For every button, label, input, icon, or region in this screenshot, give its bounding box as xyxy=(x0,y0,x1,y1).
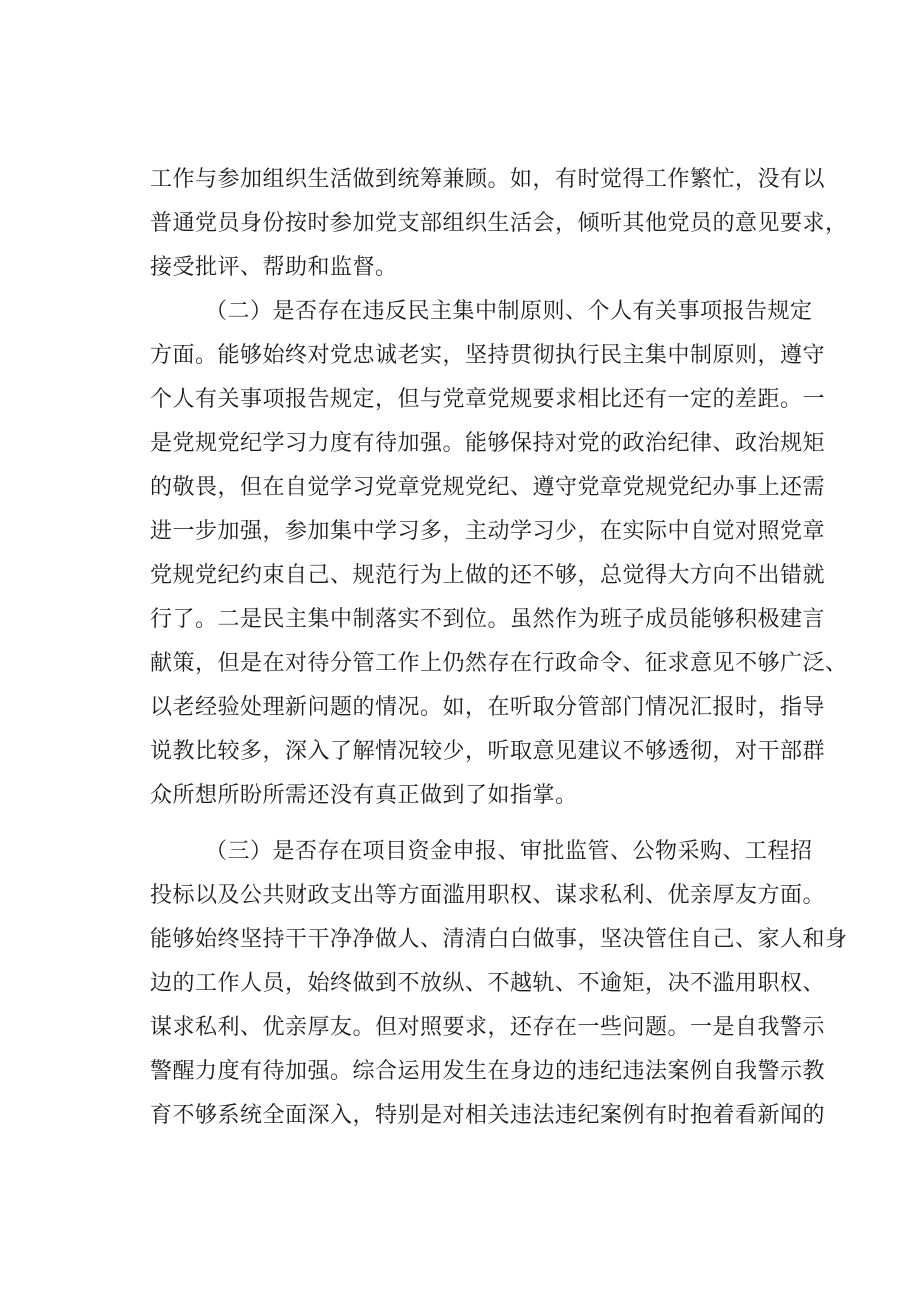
text-line: 警醒力度有待加强。综合运用发生在身边的违纪违法案例自我警示教 xyxy=(150,1059,826,1084)
section-heading-2: （二）是否存在违反民主集中制原则、个人有关事项报告规定 xyxy=(205,299,813,324)
text-line: 的敬畏，但在自觉学习党章党规党纪、遵守党章党规党纪办事上还需 xyxy=(150,475,826,500)
text-line: 投标以及公共财政支出等方面滥用职权、谋求私利、优亲厚友方面。 xyxy=(150,883,826,908)
text-line: 进一步加强，参加集中学习多，主动学习少，在实际中自觉对照党章 xyxy=(150,519,826,544)
text-line: 党规党纪约束自己、规范行为上做的还不够，总觉得大方向不出错就 xyxy=(150,563,826,588)
text-line: 献策，但是在对待分管工作上仍然存在行政命令、征求意见不够广泛、 xyxy=(150,651,848,676)
section-heading-3: （三）是否存在项目资金申报、审批监管、公物采购、工程招 xyxy=(205,839,813,864)
text-line: 边的工作人员，始终做到不放纵、不越轨、不逾矩，决不滥用职权、 xyxy=(150,971,826,996)
text-line: 谋求私利、优亲厚友。但对照要求，还存在一些问题。一是自我警示 xyxy=(150,1015,826,1040)
text-line: 众所想所盼所需还没有真正做到了如指掌。 xyxy=(150,783,578,808)
text-line: 工作与参加组织生活做到统筹兼顾。如，有时觉得工作繁忙，没有以 xyxy=(150,167,826,192)
text-line: 个人有关事项报告规定，但与党章党规要求相比还有一定的差距。一 xyxy=(150,387,826,412)
text-line: 方面。能够始终对党忠诚老实，坚持贯彻执行民主集中制原则，遵守 xyxy=(150,343,826,368)
text-line: 以老经验处理新问题的情况。如，在听取分管部门情况汇报时，指导 xyxy=(150,695,826,720)
text-line: 是党规党纪学习力度有待加强。能够保持对党的政治纪律、政治规矩 xyxy=(150,431,826,456)
text-line: 能够始终坚持干干净净做人、清清白白做事，坚决管住自己、家人和身 xyxy=(150,927,848,952)
text-line: 说教比较多，深入了解情况较少，听取意见建议不够透彻，对干部群 xyxy=(150,739,826,764)
text-line: 普通党员身份按时参加党支部组织生活会，倾听其他党员的意见要求， xyxy=(150,211,848,236)
text-line: 育不够系统全面深入，特别是对相关违法违纪案例有时抱着看新闻的 xyxy=(150,1103,826,1128)
text-line: 接受批评、帮助和监督。 xyxy=(150,255,398,280)
text-line: 行了。二是民主集中制落实不到位。虽然作为班子成员能够积极建言 xyxy=(150,607,826,632)
